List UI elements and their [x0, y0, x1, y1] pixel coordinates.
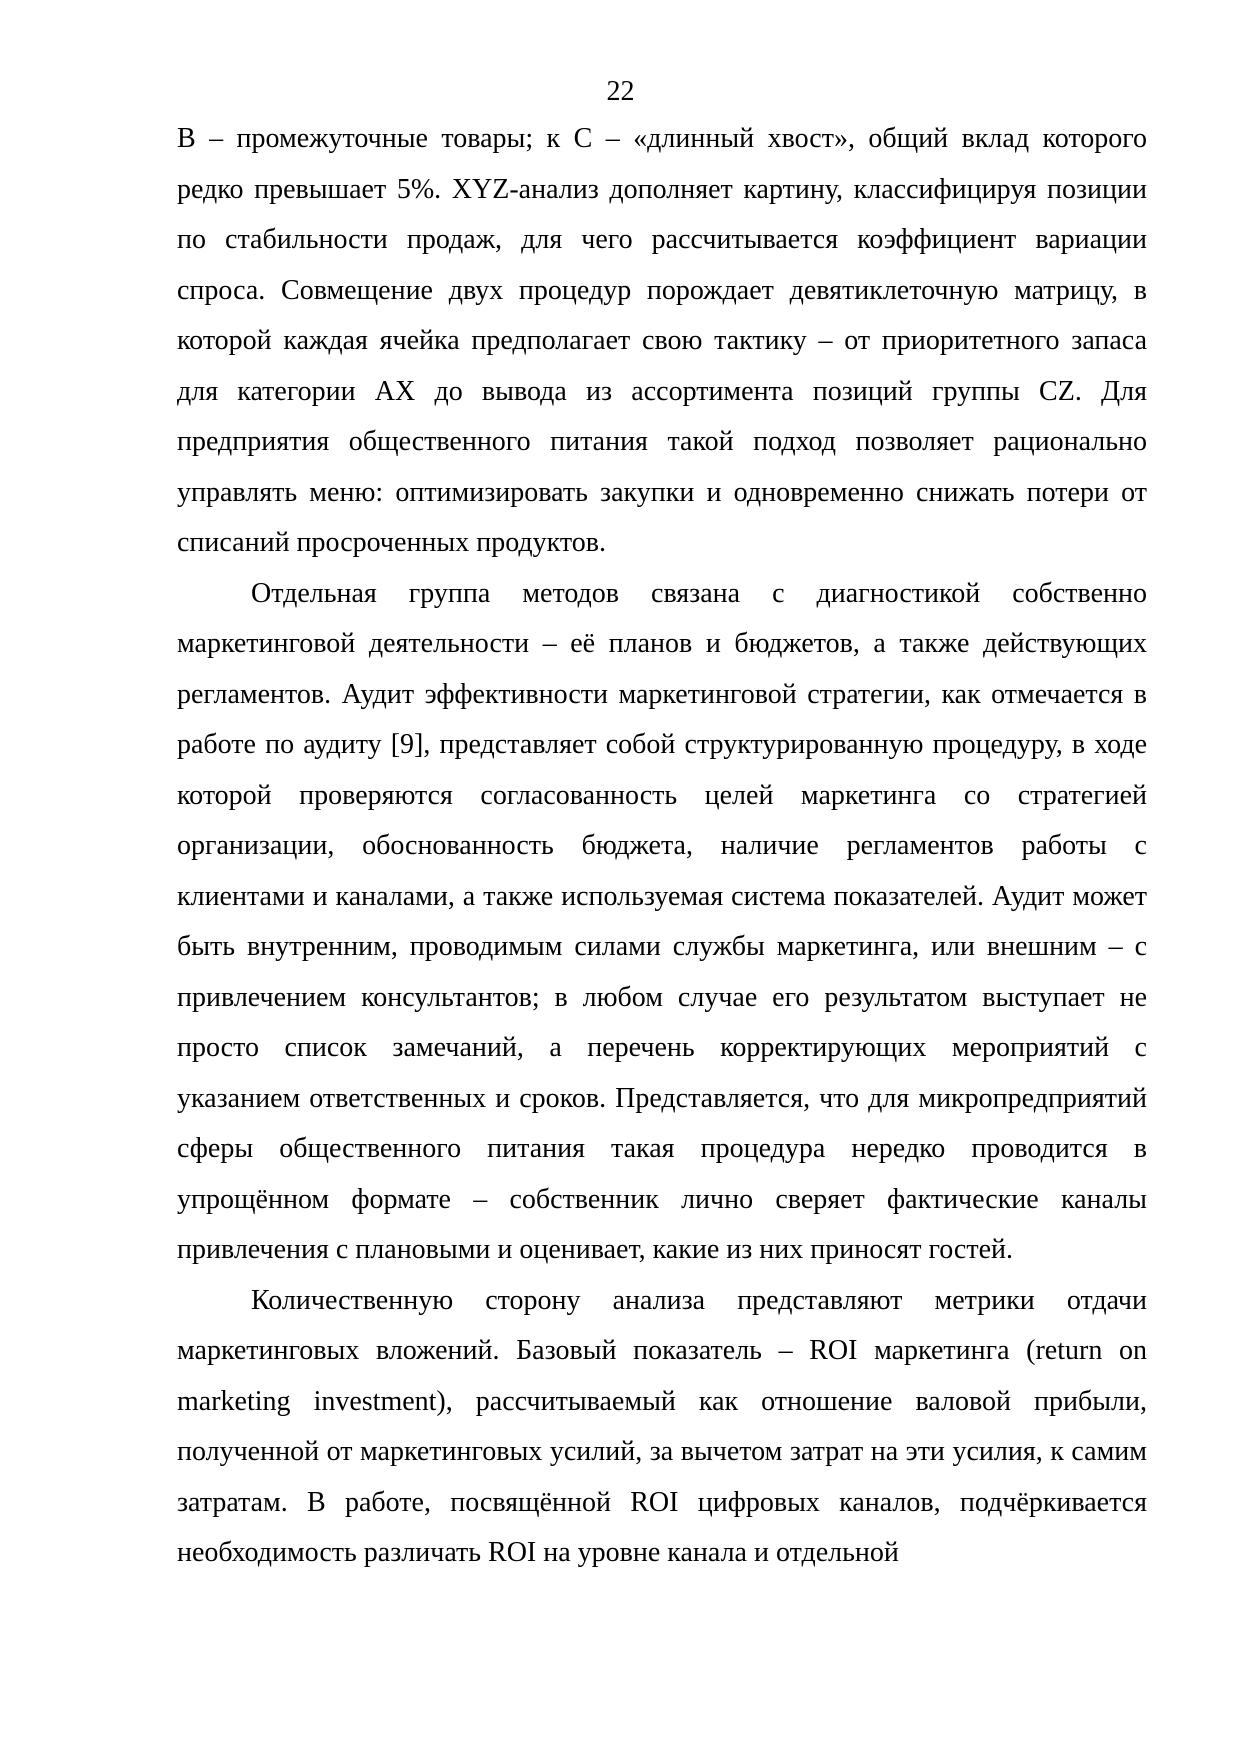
- paragraph-marketing-roi: Количественную сторону анализа представляют метрики отдачи маркетинговых вложений. Базовый показатель – ROI маркетинга (return on marketing investment), рассчитываемый как отношение валовой прибыли, полученной от маркетинговых усилий, за вычетом затрат на эти усилия, к самим затратам. В работе, посвящённой ROI цифровых каналов, подчёркивается необходимость различать ROI на уровне канала и отдельной: [177, 1284, 1147, 1568]
- page-number: 22: [606, 76, 635, 107]
- paragraph-marketing-audit: Отдельная группа методов связана с диагностикой собственно маркетинговой деятельности – её планов и бюджетов, а также действующих регламентов. Аудит эффективности маркетинговой стратегии, как отмечается в работе по аудиту [9], представляет собой структурированную процедуру, в ходе которой проверяются согласованность целей маркетинга со стратегией организации, обоснованность бюджета, наличие регламентов работы с клиентами и каналами, а также используемая система показателей. Аудит может быть внутренним, проводимым силами службы маркетинга, или внешним – с привлечением консультантов; в любом случае его результатом выступает не просто список замечаний, а перечень корректирующих мероприятий с указанием ответственных и сроков. Представляется, что для микропредприятий сферы общественного питания такая процедура нередко проводится в упрощённом формате – собственник лично сверяет фактические каналы привлечения с плановыми и оценивает, какие из них приносят гостей.: [177, 577, 1147, 1265]
- paragraph-abc-xyz-analysis: В – промежуточные товары; к C – «длинный хвост», общий вклад которого редко превышает 5%. XYZ-анализ дополняет картину, классифицируя позиции по стабильности продаж, для чего рассчитывается коэффициент вариации спроса. Совмещение двух процедур порождает девятиклеточную матрицу, в которой каждая ячейка предполагает свою тактику – от приоритетного запаса для категории AX до вывода из ассортимента позиций группы CZ. Для предприятия общественного питания такой подход позволяет рационально управлять меню: оптимизировать закупки и одновременно снижать потери от списаний просроченных продуктов.: [177, 123, 1147, 558]
- body-text: [177, 114, 1147, 1579]
